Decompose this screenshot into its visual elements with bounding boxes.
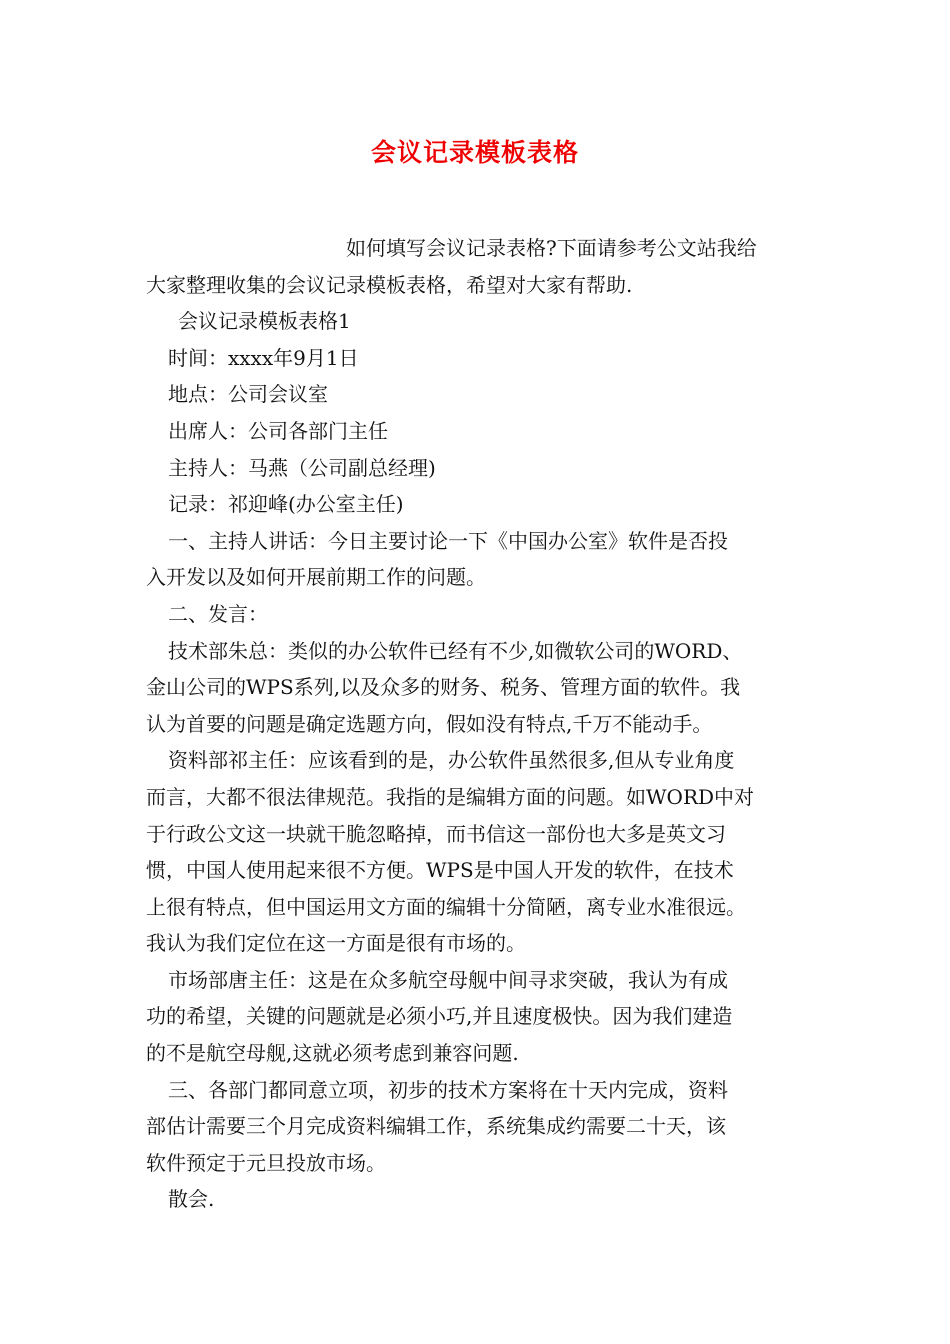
paragraph-line: 入开发以及如何开展前期工作的问题。 <box>146 565 486 590</box>
paragraph-line: 惯，中国人使用起来很不方便。WPS是中国人开发的软件，在技术 <box>146 858 734 883</box>
paragraph-line: 如何填写会议记录表格?下面请参考公文站我给 <box>346 236 757 260</box>
paragraph-line: 三、各部门都同意立项，初步的技术方案将在十天内完成，资料 <box>168 1077 728 1102</box>
paragraph-line: 二、发言： <box>168 601 268 626</box>
paragraph-line: 金山公司的WPS系列,以及众多的财务、税务、管理方面的软件。我 <box>146 675 741 700</box>
paragraph-line: 的不是航空母舰,这就必须考虑到兼容问题. <box>146 1041 519 1066</box>
paragraph-line: 上很有特点，但中国运用文方面的编辑十分简陋，离专业水准很远。 <box>146 894 746 919</box>
paragraph-line: 部估计需要三个月完成资料编辑工作，系统集成约需要二十天，该 <box>146 1114 726 1139</box>
paragraph-line: 散会. <box>168 1187 215 1212</box>
paragraph-line: 地点：公司会议室 <box>168 382 328 407</box>
paragraph-line: 而言，大都不很法律规范。我指的是编辑方面的问题。如WORD中对 <box>146 784 755 809</box>
paragraph-line: 会议记录模板表格1 <box>178 309 351 334</box>
paragraph-line: 记录：祁迎峰(办公室主任) <box>168 492 404 517</box>
paragraph-line: 功的希望，关键的问题就是必须小巧,并且速度极快。因为我们建造 <box>146 1004 733 1029</box>
paragraph-line: 市场部唐主任：这是在众多航空母舰中间寻求突破，我认为有成 <box>168 967 728 992</box>
document-body <box>146 230 808 1218</box>
paragraph-line: 大家整理收集的会议记录模板表格，希望对大家有帮助. <box>146 272 633 297</box>
document-title: 会议记录模板表格 <box>370 138 579 167</box>
paragraph-line: 资料部祁主任：应该看到的是，办公软件虽然很多,但从专业角度 <box>168 748 735 773</box>
paragraph-line: 主持人：马燕（公司副总经理) <box>168 455 436 480</box>
paragraph-line: 时间：xxxx年9月1日 <box>168 345 359 370</box>
paragraph-line: 出席人：公司各部门主任 <box>168 418 388 443</box>
paragraph-line: 软件预定于元旦投放市场。 <box>146 1150 386 1175</box>
paragraph-line: 认为首要的问题是确定选题方向，假如没有特点,千万不能动手。 <box>146 711 713 736</box>
paragraph-line: 技术部朱总：类似的办公软件已经有不少,如微软公司的WORD、 <box>168 638 743 663</box>
paragraph-line: 一、主持人讲话：今日主要讨论一下《中国办公室》软件是否投 <box>168 528 728 553</box>
paragraph-line: 于行政公文这一块就干脆忽略掉，而书信这一部份也大多是英文习 <box>146 821 726 846</box>
paragraph-line: 我认为我们定位在这一方面是很有市场的。 <box>146 931 526 956</box>
